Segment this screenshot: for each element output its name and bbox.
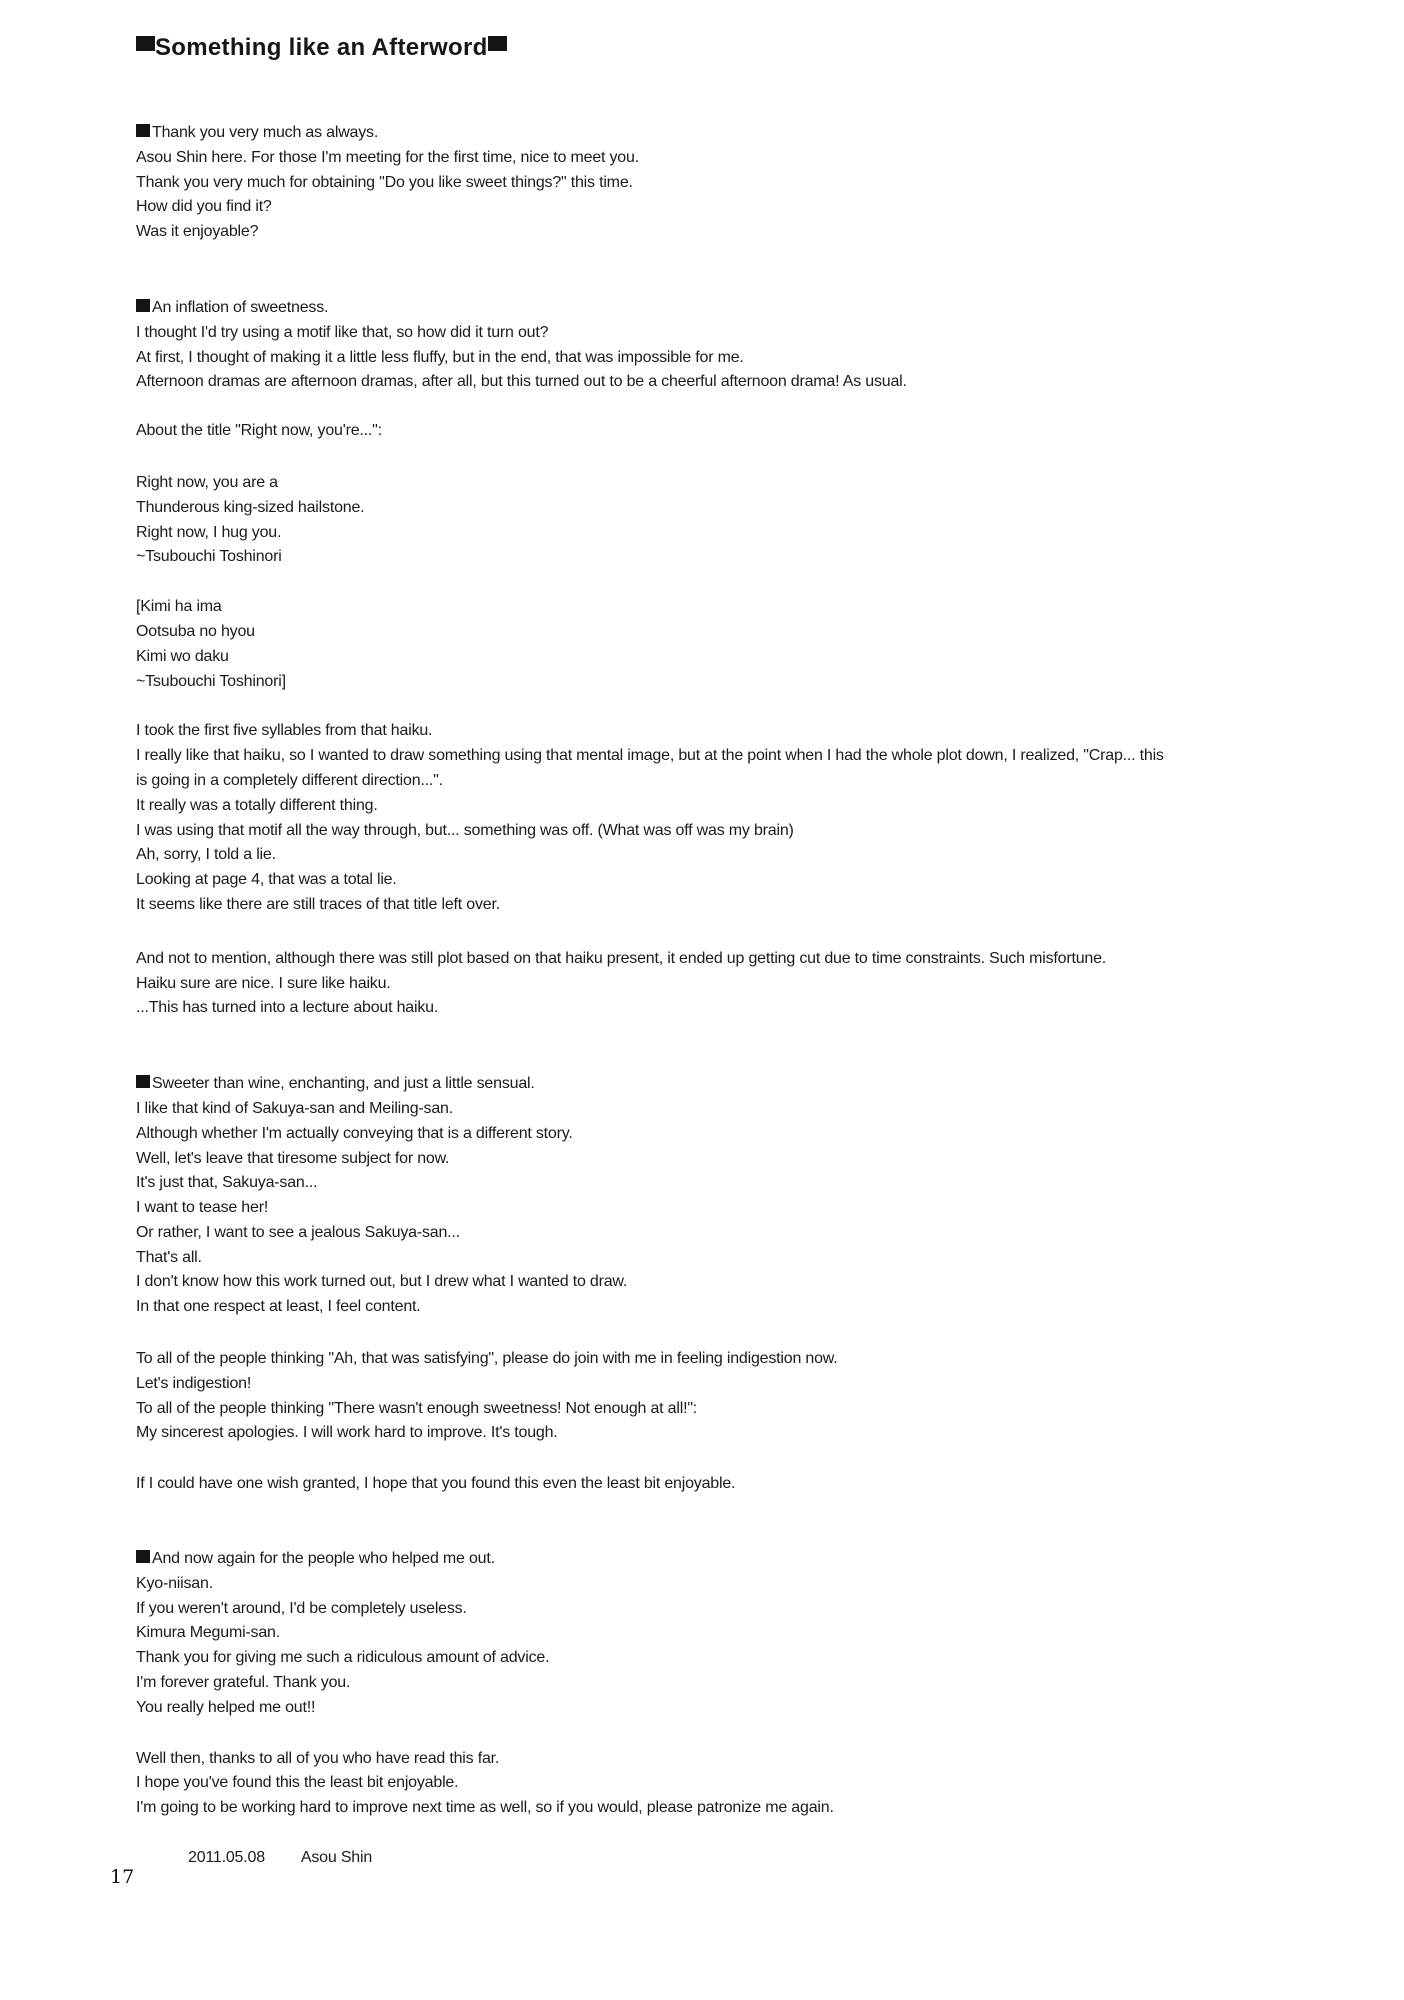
text-line: I'm forever grateful. Thank you. <box>136 1674 351 1692</box>
paragraph <box>136 1347 1286 1446</box>
section-marker-icon <box>136 1550 150 1563</box>
text-line: I don't know how this work turned out, but I drew what I wanted to draw. <box>136 1273 628 1291</box>
text-line: Sweeter than wine, enchanting, and just a little sensual. <box>136 1072 1286 1097</box>
text-line: Right now, you are a <box>136 473 278 491</box>
text-line: is going in a completely different direction...". <box>136 771 443 789</box>
text-line: Or rather, I want to see a jealous Sakuya-san... <box>136 1223 460 1241</box>
text-line: Looking at page 4, that was a total lie. <box>136 871 397 889</box>
text-line: Although whether I'm actually conveying that is a different story. <box>136 1124 573 1142</box>
text-line: ...This has turned into a lecture about haiku. <box>136 999 439 1017</box>
text-line: And now again for the people who helped me out. <box>136 1547 1286 1572</box>
text-line: I was using that motif all the way through, but... something was off. (What was off was my brain) <box>136 821 794 839</box>
paragraph <box>136 719 1286 917</box>
text-line: An inflation of sweetness. <box>136 296 1286 321</box>
paragraph <box>136 419 1286 444</box>
text-line: That's all. <box>136 1248 202 1266</box>
text-line: I like that kind of Sakuya-san and Meiling-san. <box>136 1099 453 1117</box>
afterword-body <box>136 121 1286 1821</box>
text-line: I'm going to be working hard to improve next time as well, so if you would, please patronize me again. <box>136 1799 834 1817</box>
text-line: Well, let's leave that tiresome subject for now. <box>136 1149 450 1167</box>
text-line: Thank you very much as always. <box>136 121 1286 146</box>
text-line: You really helped me out!! <box>136 1698 316 1716</box>
text-line: At first, I thought of making it a little less fluffy, but in the end, that was impossible for me. <box>136 348 744 366</box>
text-line: Afternoon dramas are afternoon dramas, after all, but this turned out to be a cheerful afternoon drama! As usual. <box>136 373 907 391</box>
text-line: Let's indigestion! <box>136 1374 252 1392</box>
text-line: Was it enjoyable? <box>136 223 259 241</box>
text-line: Thunderous king-sized hailstone. <box>136 498 365 516</box>
paragraph <box>136 595 1286 694</box>
text-line: [Kimi ha ima <box>136 598 222 616</box>
text-line: Well then, thanks to all of you who have read this far. <box>136 1749 500 1767</box>
paragraph <box>136 1472 1286 1497</box>
text-line: How did you find it? <box>136 198 272 216</box>
publication-date: 2011.05.08 <box>188 1849 265 1867</box>
page-title-text: Something like an Afterword <box>155 34 488 61</box>
text-line: It really was a totally different thing. <box>136 796 378 814</box>
text-line: It's just that, Sakuya-san... <box>136 1174 318 1192</box>
text-line: I want to tease her! <box>136 1199 269 1217</box>
paragraph <box>136 947 1286 1021</box>
text-line: In that one respect at least, I feel content. <box>136 1298 421 1316</box>
afterword-page <box>136 33 1286 1871</box>
section-marker-icon <box>136 1075 150 1088</box>
text-line: Kimi wo daku <box>136 647 229 665</box>
text-line: Haiku sure are nice. I sure like haiku. <box>136 974 391 992</box>
text-line: I took the first five syllables from that haiku. <box>136 722 433 740</box>
text-line: Kimura Megumi-san. <box>136 1624 281 1642</box>
section-marker-icon <box>136 124 150 137</box>
text-line: ~Tsubouchi Toshinori <box>136 548 282 566</box>
page-title <box>136 33 1286 63</box>
text-line: To all of the people thinking "Ah, that was satisfying", please do join with me in feeling indigestion now. <box>136 1350 838 1368</box>
text-line: To all of the people thinking "There wasn't enough sweetness! Not enough at all!": <box>136 1399 698 1417</box>
text-line: If I could have one wish granted, I hope that you found this even the least bit enjoyable. <box>136 1475 736 1493</box>
paragraph <box>136 1747 1286 1821</box>
paragraph <box>136 471 1286 570</box>
text-line: About the title "Right now, you're...": <box>136 422 382 440</box>
signature-line <box>136 1846 1286 1871</box>
text-line: If you weren't around, I'd be completely useless. <box>136 1599 467 1617</box>
page-number: 17 <box>110 1866 135 1888</box>
text-line: Right now, I hug you. <box>136 523 282 541</box>
text-line: And not to mention, although there was still plot based on that haiku present, it ended up getting cut due to time constraints. Such misfortune. <box>136 949 1107 967</box>
paragraph <box>136 121 1286 245</box>
square-marker-icon <box>136 36 155 51</box>
text-line: Thank you very much for obtaining "Do you like sweet things?" this time. <box>136 173 633 191</box>
text-line: Kyo-niisan. <box>136 1574 213 1592</box>
text-line: Ah, sorry, I told a lie. <box>136 846 276 864</box>
author-name: Asou Shin <box>300 1849 373 1867</box>
text-line: Thank you for giving me such a ridiculous amount of advice. <box>136 1649 550 1667</box>
text-line: I hope you've found this the least bit enjoyable. <box>136 1774 459 1792</box>
text-line: Asou Shin here. For those I'm meeting for the first time, nice to meet you. <box>136 148 639 166</box>
text-line: It seems like there are still traces of that title left over. <box>136 895 500 913</box>
text-line: I really like that haiku, so I wanted to draw something using that mental image, but at the point when I had the whole plot down, I realized, "Crap... this <box>136 747 1164 765</box>
paragraph <box>136 1072 1286 1320</box>
text-line: ~Tsubouchi Toshinori] <box>136 672 286 690</box>
section-marker-icon <box>136 299 150 312</box>
text-line: I thought I'd try using a motif like that, so how did it turn out? <box>136 323 549 341</box>
text-line: Ootsuba no hyou <box>136 622 255 640</box>
text-line: My sincerest apologies. I will work hard to improve. It's tough. <box>136 1424 558 1442</box>
paragraph <box>136 1547 1286 1721</box>
paragraph <box>136 296 1286 395</box>
square-marker-icon <box>488 36 507 51</box>
